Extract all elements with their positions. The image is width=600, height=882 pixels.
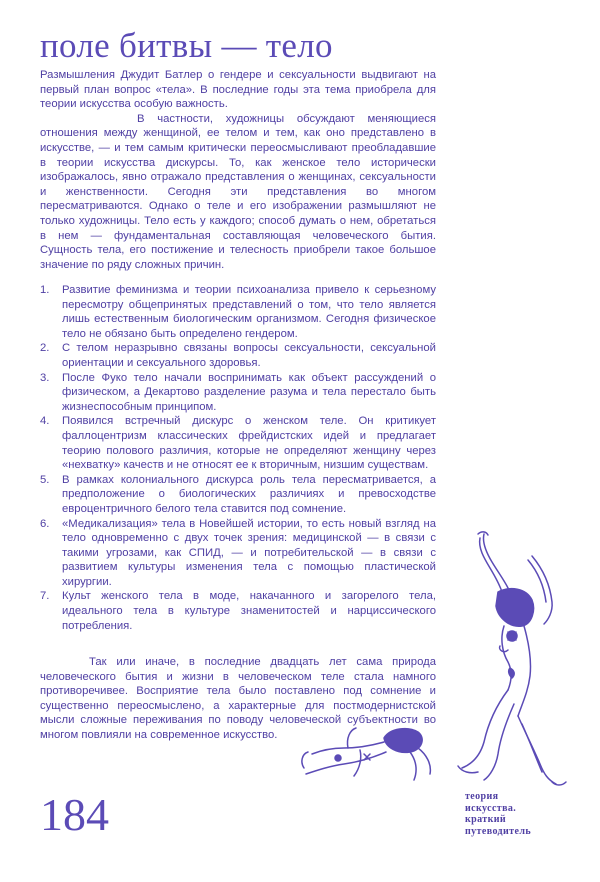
running-title-line: теория	[465, 791, 499, 802]
standing-figure-illustration	[448, 528, 568, 790]
intro-paragraph: Размышления Джудит Батлер о гендере и сексуальности выдвигают на первый план вопрос «тела». В последние годы эта тема приобрела для теории искусства особую важность.	[40, 69, 436, 111]
list-item	[40, 341, 436, 370]
list-text: Развитие феминизма и теории психоанализа привело к серьезному пересмотру общепринятых представлений о том, что тело является лишь естественным биологическим организмом. Сегодня физическое тело не обязано быть определено гендером.	[62, 284, 436, 340]
running-title-line: краткий	[465, 814, 507, 825]
list-item	[40, 414, 436, 472]
list-number: 5.	[40, 473, 50, 486]
reasons-list	[40, 283, 436, 633]
list-number: 4.	[40, 415, 50, 428]
intro-section	[40, 68, 436, 272]
list-text: «Медикализация» тела в Новейшей истории, то есть новый взгляд на тело одновременно с двух точек зрения: медицинской — в связи с такими угрозами, как СПИД, — и потребительской — в связи с развитием культуры изменения тела с помощью пластической хирургии.	[62, 517, 436, 588]
intro-paragraph: В частности, художницы обсуждают меняющиеся отношения между женщиной, ее телом и тем, как оно представлено в искусстве, — и тем самым критически переосмысливают преобладавшие в теории искусства дискурсы. То, как женское тело исторически изображалось, явно отражало представления о женщинах, сексуальности и женственности. Сегодня эти представления во многом пересматриваются. Однако о теле и его изображении размышляют не только художницы. Тело есть у каждого; способ думать о нем, обретаться в нем — фундаментальная составляющая человеческого бытия. Сущность тела, его постижение и телесность приобрели такое большое значение по ряду сложных причин.	[40, 112, 436, 271]
list-text: После Фуко тело начали воспринимать как объект рассуждений о физическом, а Декартово разделение разума и тела перестало быть жизнеспособным принципом.	[62, 371, 436, 413]
list-number: 6.	[40, 517, 50, 530]
page-number: 184	[40, 789, 109, 840]
running-title	[465, 791, 531, 837]
list-text: С телом неразрывно связаны вопросы сексуальности, сексуальной ориентации и сексуального здоровья.	[62, 342, 436, 369]
running-title-line: искусства.	[465, 802, 517, 814]
list-number: 1.	[40, 284, 50, 296]
list-text: В рамках колониального дискурса роль тела пересматривается, а предположение о биологических различиях и превосходстве евроцентричного белого тела ставится под сомнение.	[62, 473, 436, 515]
list-item	[40, 589, 436, 633]
list-number: 3.	[40, 371, 50, 384]
page-title: поле битвы — тело	[40, 26, 333, 65]
list-text: Культ женского тела в моде, накачанного и загорелого тела, идеального тела в культуре знаменитостей и нарциссического потребления.	[62, 590, 436, 632]
outro-paragraph: Так или иначе, в последние двадцать лет сама природа человеческого бытия и жизни в человеческом теле стала намного противоречивее. Восприятие тела было поставлено под сомнение и существенно переосмыслено, а характерные для постмодернистской мысли сложные переживания по поводу человеческой субъектности во многом повлияли на современное искусство.	[40, 656, 436, 741]
list-number: 2.	[40, 342, 50, 355]
list-item	[40, 371, 436, 415]
running-title-line: путеводитель	[465, 825, 532, 837]
list-item	[40, 473, 436, 517]
list-number: 7.	[40, 590, 50, 603]
lying-figure-illustration	[298, 724, 448, 786]
list-item	[40, 517, 436, 590]
list-text: Появился встречный дискурс о женском теле. Он критикует фаллоцентризм классических фрейдистских идей и предлагает теорию полового различия, которые не определяют женщину через «нехватку» качеств и не относят ее к вторичным, низшим существам.	[62, 415, 436, 472]
list-item	[40, 283, 436, 341]
